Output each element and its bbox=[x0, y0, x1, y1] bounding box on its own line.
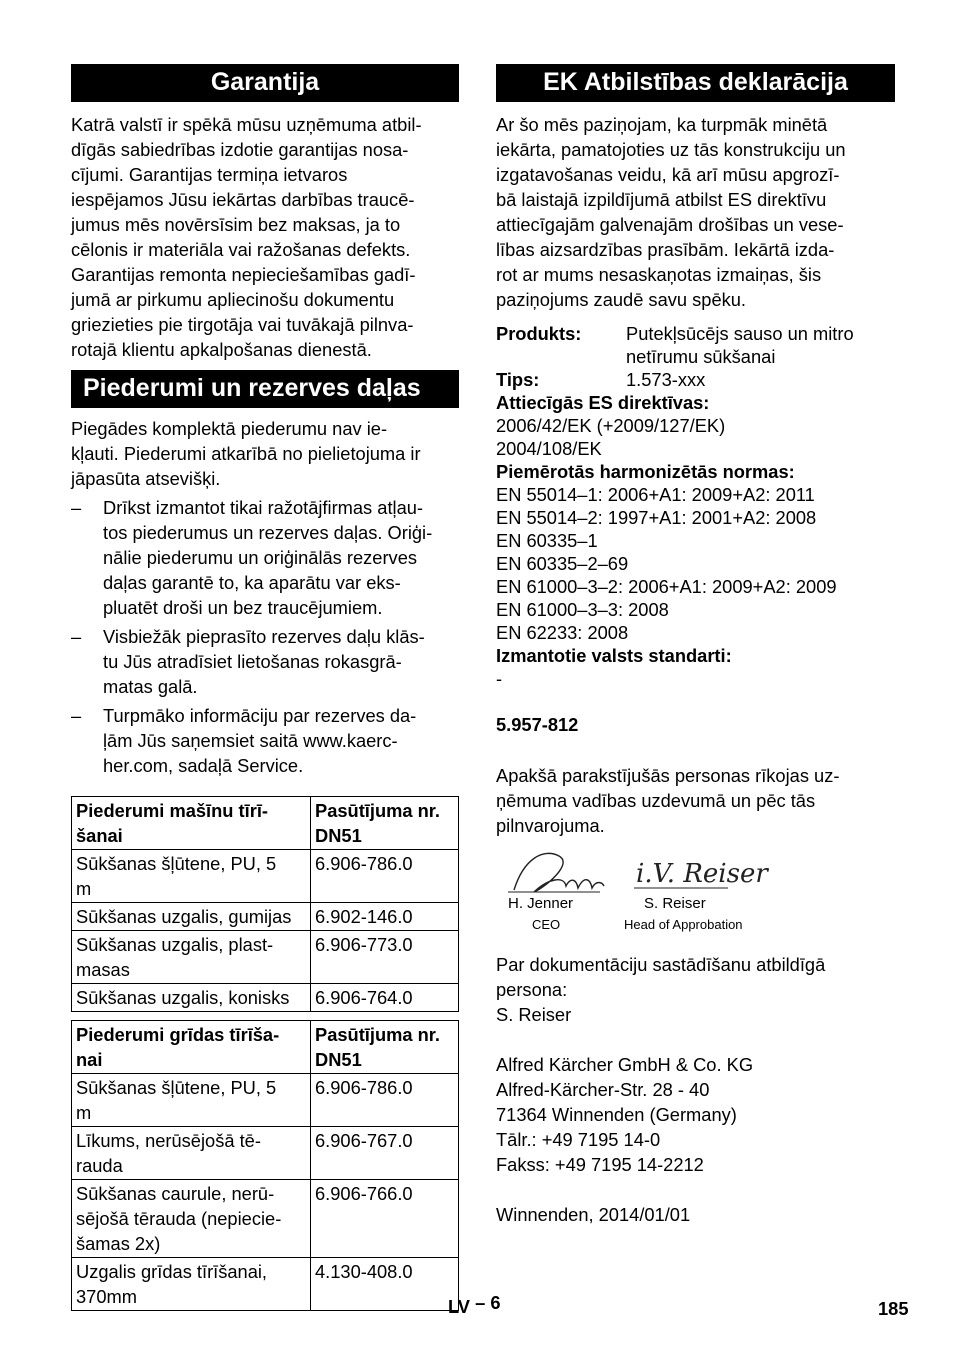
text-line: Putekļsūcējs sauso un mitro bbox=[626, 323, 854, 344]
floor-cleaning-accessories-table bbox=[71, 1020, 459, 1311]
text-line: dīgās sabiedrības izdotie garantijas nosa- bbox=[71, 139, 409, 160]
cell-line: Piederumi grīdas tīrīša- bbox=[76, 1024, 280, 1045]
cell-line: šamas 2x) bbox=[76, 1233, 161, 1254]
text-line: ļām Jūs saņemsiet saitā www.kaerc- bbox=[103, 730, 398, 751]
signer1-name: H. Jenner bbox=[508, 895, 574, 912]
text-line: griezieties pie tirgotāja vai tuvākajā pilnva- bbox=[71, 314, 414, 335]
text-line: S. Reiser bbox=[496, 1004, 572, 1025]
table-header-cell bbox=[311, 1021, 459, 1074]
accessory-name-cell bbox=[72, 850, 311, 903]
norm-item: EN 60335–1 bbox=[496, 530, 598, 551]
text-line: lības aizsardzības prasībām. Iekārtā izda- bbox=[496, 239, 835, 260]
accessory-name-cell bbox=[72, 984, 311, 1012]
dash-bullet: – bbox=[71, 626, 82, 647]
declaration-intro bbox=[496, 112, 895, 312]
cell-line: šanai bbox=[76, 825, 123, 846]
order-number-cell bbox=[311, 1180, 459, 1258]
accessory-name-cell bbox=[72, 1258, 311, 1311]
cell-line: Sūkšanas caurule, nerū- bbox=[76, 1183, 275, 1204]
text-line: her.com, sadaļā Service. bbox=[103, 755, 304, 776]
norm-item: EN 61000–3–3: 2008 bbox=[496, 599, 669, 620]
warranty-body bbox=[71, 112, 459, 362]
place-date: Winnenden, 2014/01/01 bbox=[496, 1204, 691, 1225]
cell-line: Uzgalis grīdas tīrīšanai, bbox=[76, 1261, 268, 1282]
cell-line: 6.906-786.0 bbox=[315, 1077, 413, 1098]
accessory-name-cell bbox=[72, 1074, 311, 1127]
warranty-heading: Garantija bbox=[71, 64, 459, 102]
cell-line: Piederumi mašīnu tīrī- bbox=[76, 800, 268, 821]
declaration-spec bbox=[496, 322, 895, 736]
text-line: Garantijas remonta nepieciešamības gadī- bbox=[71, 264, 416, 285]
norm-item: EN 60335–2–69 bbox=[496, 553, 629, 574]
table-row bbox=[72, 1127, 459, 1180]
table-row bbox=[72, 850, 459, 903]
signer1-role: CEO bbox=[532, 917, 561, 932]
footer-dash: – bbox=[475, 1292, 486, 1313]
dash-bullet: – bbox=[71, 705, 82, 726]
cell-line: 6.906-773.0 bbox=[315, 934, 413, 955]
right-column bbox=[496, 64, 895, 1227]
cell-line: 6.906-766.0 bbox=[315, 1183, 413, 1204]
product-value bbox=[626, 322, 854, 368]
text-line: tu Jūs atradīsiet lietošanas rokasgrā- bbox=[103, 651, 402, 672]
reiser-signature bbox=[632, 850, 768, 900]
cell-line: Sūkšanas uzgalis, konisks bbox=[76, 987, 290, 1008]
accessory-name-cell bbox=[72, 931, 311, 984]
text-line: rot ar mums nesaskaņotas izmaiņas, šis bbox=[496, 264, 822, 285]
norm-item: EN 61000–3–2: 2006+A1: 2009+A2: 2009 bbox=[496, 576, 837, 597]
text-line: Apakšā parakstījušās personas rīkojas uz- bbox=[496, 765, 840, 786]
cell-line: sējošā tērauda (nepiecie- bbox=[76, 1208, 282, 1229]
directives-list bbox=[496, 414, 895, 460]
cell-line: 6.906-764.0 bbox=[315, 987, 413, 1008]
table-row bbox=[72, 1258, 459, 1311]
table-header-row bbox=[72, 1021, 459, 1074]
signatory-text bbox=[496, 763, 895, 838]
text-line: Drīkst izmantot tikai ražotājfirmas atļau- bbox=[103, 497, 424, 518]
text-line: Katrā valstī ir spēkā mūsu uzņēmuma atbil- bbox=[71, 114, 422, 135]
cell-line: DN51 bbox=[315, 825, 362, 846]
text-line: bā laistajā izpildījumā atbilst ES direktīvu bbox=[496, 189, 827, 210]
order-number-cell bbox=[311, 931, 459, 984]
order-number-cell bbox=[311, 1127, 459, 1180]
cell-line: Sūkšanas uzgalis, plast- bbox=[76, 934, 274, 955]
norm-item: EN 62233: 2008 bbox=[496, 622, 629, 643]
list-item bbox=[71, 624, 459, 699]
text-line: matas galā. bbox=[103, 676, 198, 697]
text-line: netīrumu sūkšanai bbox=[626, 346, 776, 367]
cell-line: DN51 bbox=[315, 1049, 362, 1070]
text-line: paziņojums zaudē savu spēku. bbox=[496, 289, 746, 310]
cell-line: 6.902-146.0 bbox=[315, 906, 413, 927]
accessories-intro bbox=[71, 416, 459, 491]
accessory-name-cell bbox=[72, 1127, 311, 1180]
cell-line: Pasūtījuma nr. bbox=[315, 800, 440, 821]
signer2-name: S. Reiser bbox=[644, 895, 706, 912]
accessories-heading: Piederumi un rezerves daļas bbox=[71, 370, 459, 408]
declaration-heading: EK Atbilstības deklarācija bbox=[496, 64, 895, 102]
address-line: Alfred-Kärcher-Str. 28 - 40 bbox=[496, 1079, 710, 1100]
product-label: Produkts: bbox=[496, 323, 582, 344]
cell-line: Līkums, nerūsējošā tē- bbox=[76, 1130, 261, 1151]
signatures bbox=[496, 838, 895, 930]
footer-subpage: 6 bbox=[490, 1292, 501, 1313]
company-address bbox=[496, 1052, 895, 1177]
order-number-cell bbox=[311, 1074, 459, 1127]
text-line: izgatavošanas veidu, kā arī mūsu apgrozī- bbox=[496, 164, 840, 185]
text-line: kļauti. Piederumi atkarībā no pielietojuma ir bbox=[71, 443, 421, 464]
footer-lang: LV bbox=[448, 1296, 471, 1317]
cell-line: Sūkšanas šļūtene, PU, 5 bbox=[76, 853, 277, 874]
directive-item: 2006/42/EK (+2009/127/EK) bbox=[496, 415, 726, 436]
table-row bbox=[72, 1074, 459, 1127]
text-line: daļas garantē to, ka aparātu var eks- bbox=[103, 572, 401, 593]
text-line: attiecīgajām galvenajām drošības un vese- bbox=[496, 214, 844, 235]
cell-line: rauda bbox=[76, 1155, 123, 1176]
cell-line: 4.130-408.0 bbox=[315, 1261, 413, 1282]
cell-line: 6.906-786.0 bbox=[315, 853, 413, 874]
cell-line: 6.906-767.0 bbox=[315, 1130, 413, 1151]
dash-bullet: – bbox=[71, 497, 82, 518]
order-number-cell bbox=[311, 903, 459, 931]
text-line: pluatēt droši un bez traucējumiem. bbox=[103, 597, 383, 618]
left-column bbox=[71, 64, 459, 1311]
national-standards-value: - bbox=[496, 668, 503, 689]
cell-line: nai bbox=[76, 1049, 103, 1070]
text-line: Piegādes komplektā piederumu nav ie- bbox=[71, 418, 388, 439]
list-item bbox=[71, 495, 459, 620]
table-row bbox=[72, 1180, 459, 1258]
page-number: 185 bbox=[878, 1298, 909, 1319]
address-line: Alfred Kärcher GmbH & Co. KG bbox=[496, 1054, 754, 1075]
table-row bbox=[72, 984, 459, 1012]
norm-item: EN 55014–2: 1997+A1: 2001+A2: 2008 bbox=[496, 507, 817, 528]
text-line: Par dokumentāciju sastādīšanu atbildīgā bbox=[496, 954, 826, 975]
text-line: cēlonis ir materiāla vai ražošanas defekts. bbox=[71, 239, 411, 260]
address-line: Tālr.: +49 7195 14-0 bbox=[496, 1129, 661, 1150]
cell-line: Sūkšanas šļūtene, PU, 5 bbox=[76, 1077, 277, 1098]
directives-label: Attiecīgās ES direktīvas: bbox=[496, 392, 710, 413]
text-line: tos piederumus un rezerves daļas. Oriģi- bbox=[103, 522, 433, 543]
cell-line: 370mm bbox=[76, 1286, 137, 1307]
document-number: 5.957-812 bbox=[496, 714, 579, 735]
order-number-cell bbox=[311, 984, 459, 1012]
table-row bbox=[72, 903, 459, 931]
text-line: Turpmāko informāciju par rezerves da- bbox=[103, 705, 417, 726]
norm-item: EN 55014–1: 2006+A1: 2009+A2: 2011 bbox=[496, 484, 815, 505]
accessory-name-cell bbox=[72, 1180, 311, 1258]
table-header-cell bbox=[72, 797, 311, 850]
list-item bbox=[71, 703, 459, 778]
machine-cleaning-accessories-table bbox=[71, 796, 459, 1012]
cell-line: Sūkšanas uzgalis, gumijas bbox=[76, 906, 292, 927]
text-line: pilnvarojuma. bbox=[496, 815, 605, 836]
text-line: rotajā klientu apkalpošanas dienestā. bbox=[71, 339, 372, 360]
type-value: 1.573-xxx bbox=[626, 369, 706, 390]
cell-line: Pasūtījuma nr. bbox=[315, 1024, 440, 1045]
table-header-cell bbox=[72, 1021, 311, 1074]
text-line: iekārta, pamatojoties uz tās konstrukciju un bbox=[496, 139, 846, 160]
norms-list bbox=[496, 483, 895, 644]
table-row bbox=[72, 931, 459, 984]
national-standards-label: Izmantotie valsts standarti: bbox=[496, 645, 732, 666]
text-line: Visbiežāk pieprasīto rezerves daļu klās- bbox=[103, 626, 425, 647]
footer-language-page bbox=[448, 1292, 501, 1318]
signer2-role: Head of Approbation bbox=[624, 917, 743, 932]
text-line: jumā ar pirkumu apliecinošu dokumentu bbox=[71, 289, 395, 310]
table-header-row bbox=[72, 797, 459, 850]
svg-text:i.V. Reiser: i.V. Reiser bbox=[636, 859, 768, 889]
accessory-name-cell bbox=[72, 903, 311, 931]
accessories-list bbox=[71, 495, 459, 778]
norms-label: Piemērotās harmonizētās normas: bbox=[496, 461, 795, 482]
cell-line: masas bbox=[76, 959, 130, 980]
address-line: Fakss: +49 7195 14-2212 bbox=[496, 1154, 704, 1175]
text-line: jumus mēs novērsīsim bez maksas, ja to bbox=[71, 214, 401, 235]
order-number-cell bbox=[311, 1258, 459, 1311]
text-line: iespējamos Jūsu iekārtas darbības traucē- bbox=[71, 189, 415, 210]
text-line: persona: bbox=[496, 979, 568, 1000]
table-header-cell bbox=[311, 797, 459, 850]
type-label: Tips: bbox=[496, 369, 540, 390]
documentation-person bbox=[496, 952, 895, 1027]
order-number-cell bbox=[311, 850, 459, 903]
directive-item: 2004/108/EK bbox=[496, 438, 602, 459]
address-line: 71364 Winnenden (Germany) bbox=[496, 1104, 737, 1125]
cell-line: m bbox=[76, 1102, 92, 1123]
text-line: Ar šo mēs paziņojam, ka turpmāk minētā bbox=[496, 114, 828, 135]
cell-line: m bbox=[76, 878, 92, 899]
text-line: nālie piederumu un oriģinālās rezerves bbox=[103, 547, 418, 568]
text-line: ņēmuma vadības uzdevumā un pēc tās bbox=[496, 790, 816, 811]
text-line: cījumi. Garantijas termiņa ietvaros bbox=[71, 164, 348, 185]
text-line: jāpasūta atsevišķi. bbox=[71, 468, 221, 489]
